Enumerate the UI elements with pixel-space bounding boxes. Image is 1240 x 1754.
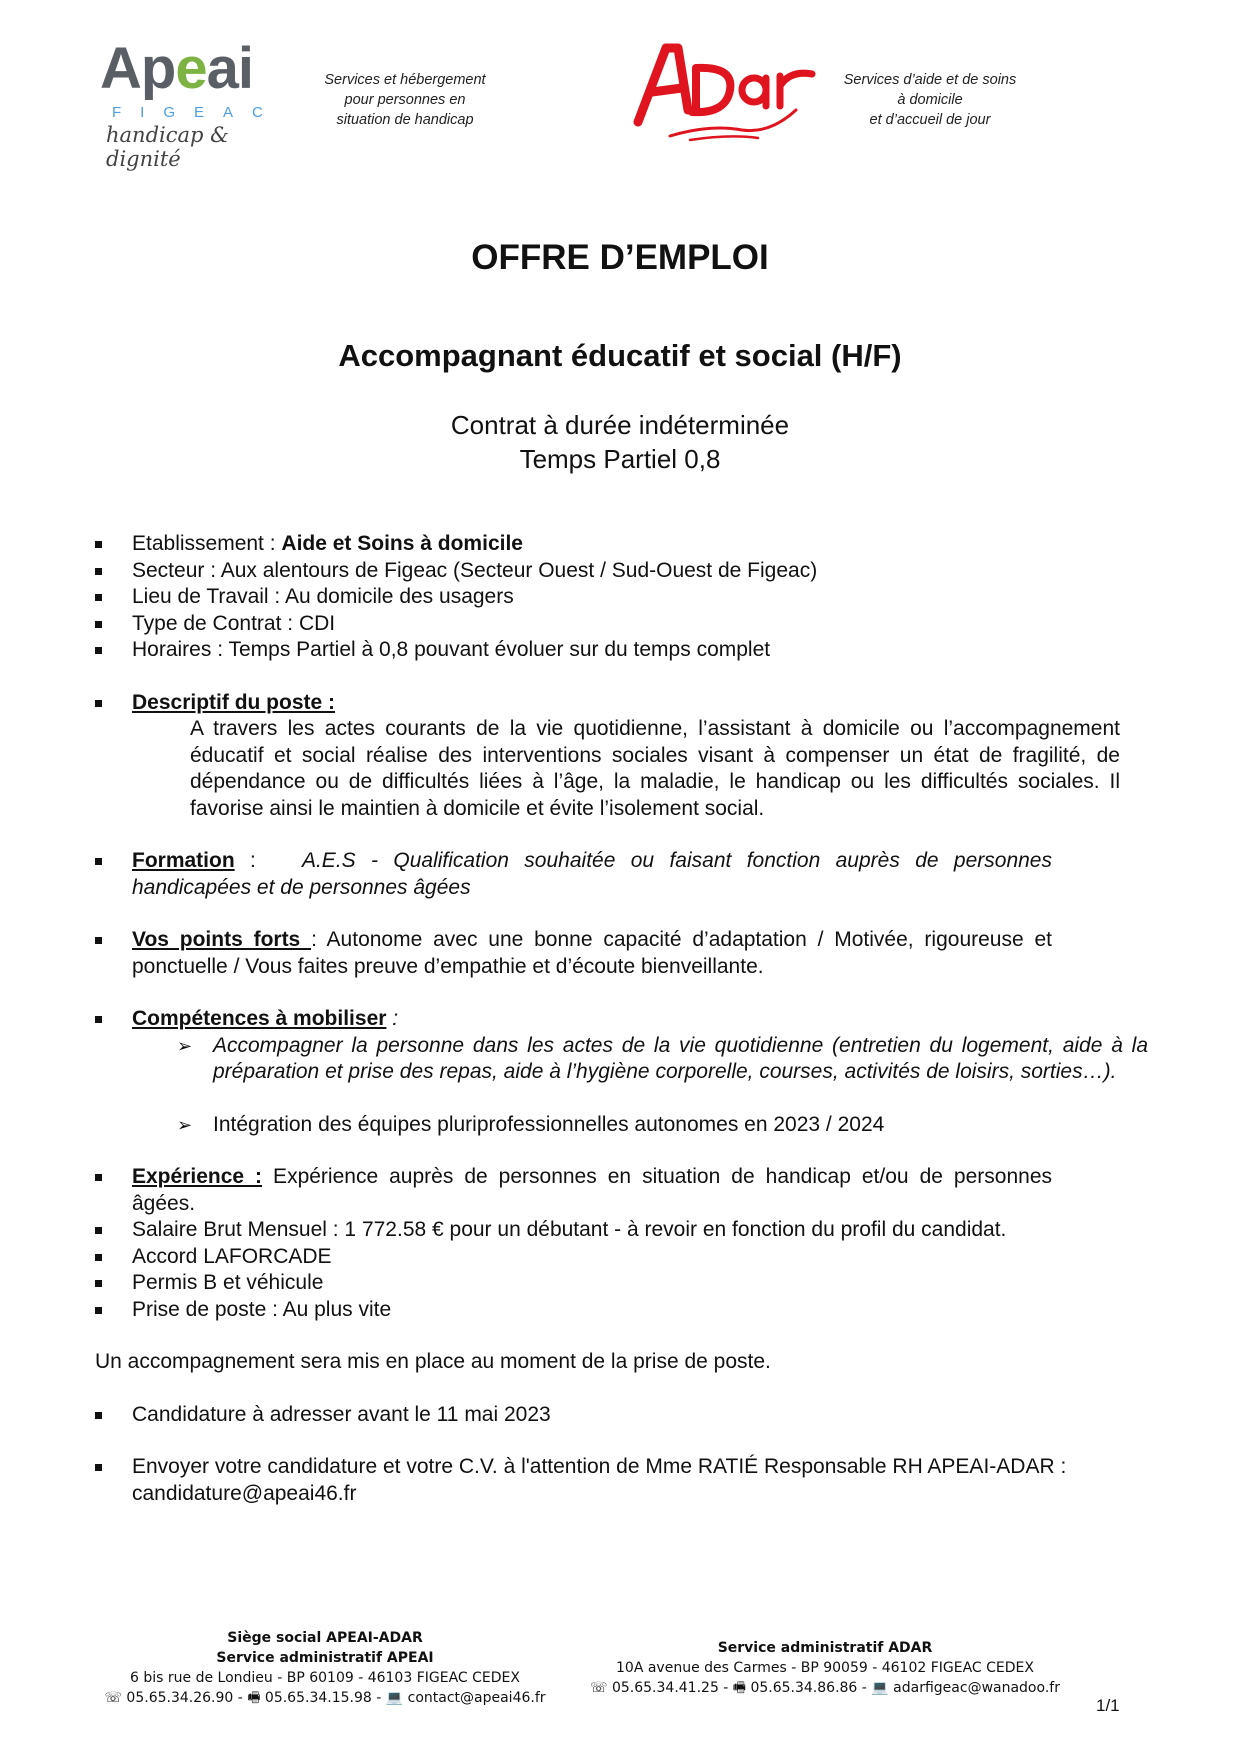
footer-left-address: 6 bis rue de Londieu - BP 60109 - 46103 FIGEAC CEDEX xyxy=(130,1670,520,1686)
bullet-icon xyxy=(95,1280,102,1287)
bullet-icon xyxy=(95,1227,102,1234)
adar-services-note: Services d’aide et de soins à domicile et d’accueil de jour xyxy=(843,72,1017,128)
bullet-icon xyxy=(95,700,102,707)
apeai-logo-word: Apeai xyxy=(100,36,253,101)
apeai-logo-tagline: handicap & dignité xyxy=(106,123,229,171)
footer-apeai xyxy=(100,1628,550,1708)
info-item: Type de Contrat : CDI xyxy=(95,611,1185,638)
bullet-icon xyxy=(95,568,102,575)
apeai-logo xyxy=(100,36,282,171)
candidature-date-item: Candidature à adresser avant le 11 mai 2023 xyxy=(95,1402,1185,1429)
formation-section: Formation : A.E.S - Qualification souhaitée ou faisant fonction auprès de personnes handicapées et de personnes âgées xyxy=(95,848,1052,901)
bullet-icon xyxy=(95,1174,102,1181)
footer-left-title: Siège social APEAI-ADAR xyxy=(227,1630,423,1646)
bullet-icon xyxy=(95,541,102,548)
bullet-icon xyxy=(95,594,102,601)
descriptif-heading: Descriptif du poste : xyxy=(132,690,336,714)
descriptif-section xyxy=(95,690,1185,717)
apeai-logo-city: FIGEAC xyxy=(112,104,282,121)
formation-heading: Formation xyxy=(132,849,235,872)
info-item: Secteur : Aux alentours de Figeac (Secteur Ouest / Sud-Ouest de Figeac) xyxy=(95,558,1185,585)
adar-logo xyxy=(630,40,820,145)
accord-item: Accord LAFORCADE xyxy=(95,1244,1185,1271)
apeai-services-note: Services et hébergement pour personnes en situation de handicap xyxy=(324,72,486,128)
points-forts-text: : Autonome avec une bonne capacité d’adaptation / Motivée, rigoureuse et ponctuelle / Vous faites preuve d’empathie et d’écoute bienveillante. xyxy=(132,928,1052,978)
footer-right-address: 10A avenue des Carmes - BP 90059 - 46102 FIGEAC CEDEX xyxy=(616,1660,1034,1676)
bullet-icon xyxy=(95,858,102,865)
footer-right-contact: ☏ 05.65.34.41.25 - 🖷 05.65.34.86.86 - 💻 adarfigeac@wanadoo.fr xyxy=(590,1680,1060,1696)
footer-adar xyxy=(590,1638,1060,1698)
bullet-icon xyxy=(95,621,102,628)
experience-heading: Expérience : xyxy=(132,1165,263,1188)
footer-right-title: Service administratif ADAR xyxy=(717,1640,933,1656)
contract-info: Contrat à durée indéterminée Temps Partiel 0,8 xyxy=(450,410,790,474)
prise-de-poste-item: Prise de poste : Au plus vite xyxy=(95,1297,1185,1324)
page-number: 1/1 xyxy=(1096,1696,1120,1715)
candidature-send-item: Envoyer votre candidature et votre C.V. à l'attention de Mme RATIÉ Responsable RH APEAI-ADAR : candidature@apeai46.fr xyxy=(95,1454,1192,1507)
bullet-icon xyxy=(95,1464,102,1471)
descriptif-text: A travers les actes courants de la vie quotidienne, l’assistant à domicile ou l’accompagnement éducatif et social réalise des interventions sociales visant à compenser un état de fragilité, de dépendance ou de difficultés liées à l’âge, la maladie, le handicap ou les difficultés sociales. Il favorise ainsi le maintien à domicile et évite l’isolement social. xyxy=(190,717,1120,820)
competences-section: Compétences à mobiliser : xyxy=(95,1006,1185,1033)
footer-left-subtitle: Service administratif APEAI xyxy=(216,1650,434,1666)
arrow-bullet-icon: ➢ xyxy=(177,1035,193,1056)
competence-item: ➢ Accompagner la personne dans les actes de la vie quotidienne (entretien du logement, aide à la préparation et prise des repas, aide à l’hygiène corporelle, courses, activités de loisirs, sorties…). xyxy=(177,1033,1148,1083)
experience-section: Expérience : Expérience auprès de personnes en situation de handicap et/ou de personnes âgées. xyxy=(95,1164,1052,1217)
bullet-icon xyxy=(95,1016,102,1023)
accompagnement-text: Un accompagnement sera mis en place au moment de la prise de poste. xyxy=(95,1350,771,1373)
bullet-icon xyxy=(95,937,102,944)
points-forts-section xyxy=(95,927,1052,980)
arrow-bullet-icon: ➢ xyxy=(177,1114,193,1135)
document-title: OFFRE D’EMPLOI xyxy=(471,238,769,277)
competence-item: ➢ Intégration des équipes pluriprofessionnelles autonomes en 2023 / 2024 xyxy=(95,1112,1148,1139)
bullet-icon xyxy=(95,1307,102,1314)
points-forts-heading: Vos points forts xyxy=(132,928,312,951)
info-item: Etablissement : Aide et Soins à domicile xyxy=(95,531,1185,558)
info-item: Horaires : Temps Partiel à 0,8 pouvant évoluer sur du temps complet xyxy=(95,637,1185,664)
bullet-icon xyxy=(95,1254,102,1261)
formation-text: A.E.S - Qualification souhaitée ou faisant fonction auprès de personnes handicapées et de personnes âgées xyxy=(132,849,1052,899)
footer-left-contact: ☏ 05.65.34.26.90 - 🖷 05.65.34.15.98 - 💻 contact@apeai46.fr xyxy=(104,1690,546,1706)
bullet-icon xyxy=(95,647,102,654)
info-item: Lieu de Travail : Au domicile des usagers xyxy=(95,584,1185,611)
permis-item: Permis B et véhicule xyxy=(95,1270,1185,1297)
competences-heading: Compétences à mobiliser xyxy=(132,1007,387,1030)
bullet-icon xyxy=(95,1412,102,1419)
salaire-item: Salaire Brut Mensuel : 1 772.58 € pour un débutant - à revoir en fonction du profil du candidat. xyxy=(95,1217,1052,1244)
job-details xyxy=(95,531,1185,1507)
job-title: Accompagnant éducatif et social (H/F) xyxy=(338,338,902,373)
